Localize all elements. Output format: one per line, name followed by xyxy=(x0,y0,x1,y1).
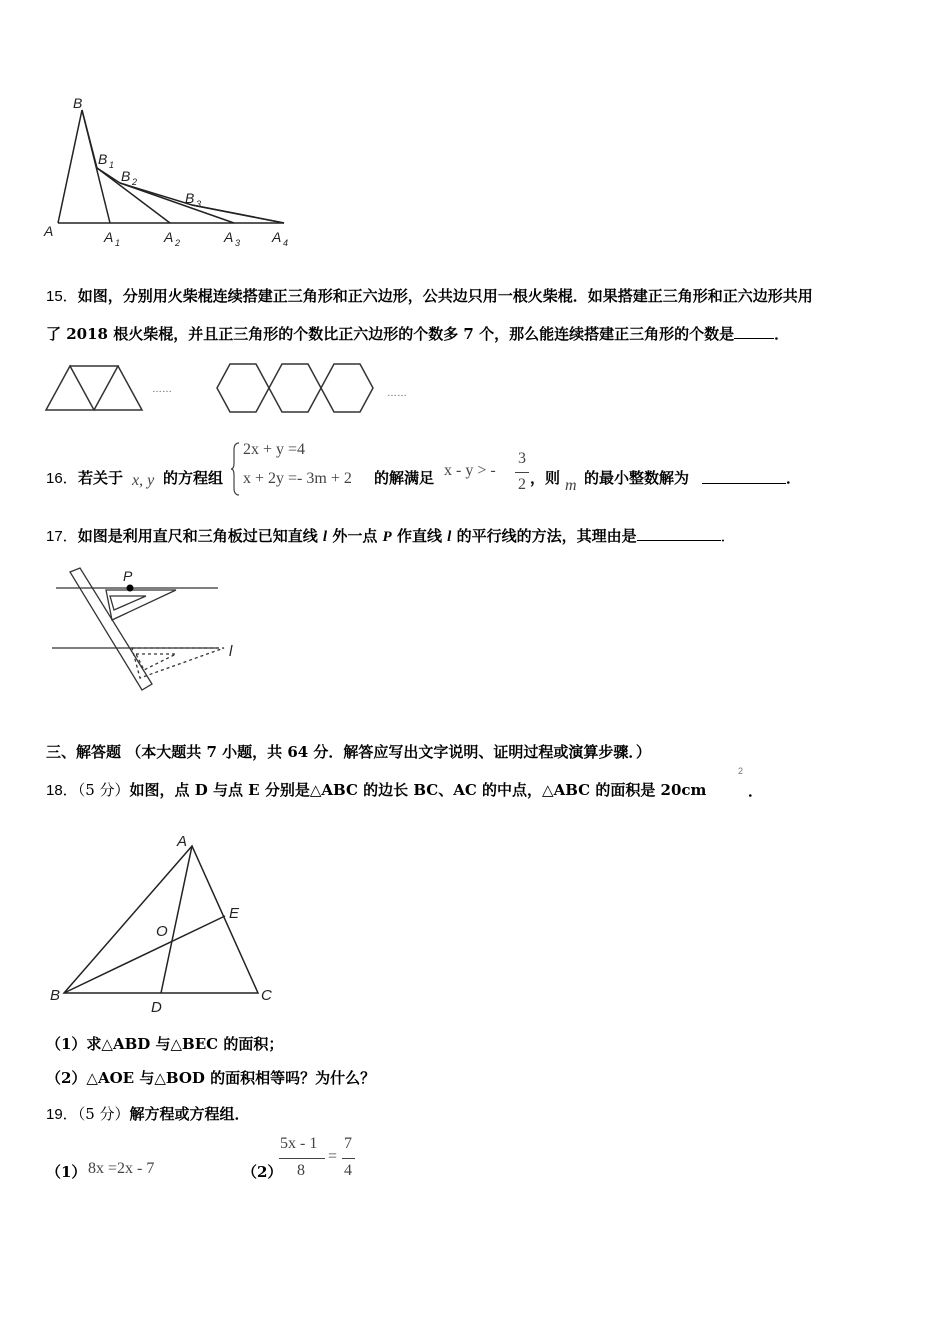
q16-eq1: 2x + y =4 xyxy=(243,441,306,458)
q17-number: 17． xyxy=(46,528,78,545)
q19-p2-den2: 4 xyxy=(344,1162,352,1179)
label-B1: B xyxy=(98,151,108,167)
q16-frac-bar xyxy=(515,472,529,473)
figure-matchstick-shapes xyxy=(40,350,420,422)
label-A4-sub: 4 xyxy=(283,238,289,248)
point-P xyxy=(127,585,134,592)
q16-text5: 的最小整数解为 xyxy=(584,469,690,487)
q18-sub1: （1）求△ABD 与△BEC 的面积； xyxy=(46,1035,284,1053)
q15-text2: 了 2018 根火柴棍，并且正三角形的个数比正六边形的个数多 7 个，那么能连续搭建正三角形的个数是 xyxy=(46,325,735,343)
label-B2: B xyxy=(121,168,131,184)
q17-text-d: 的平行线的方法，其理由是 xyxy=(451,527,637,545)
q19-parts xyxy=(46,1130,446,1190)
q16-inequality: x - y > - xyxy=(444,462,496,479)
q16-answer-blank[interactable] xyxy=(702,469,786,484)
label-P: P xyxy=(123,568,133,584)
q18-text: 如图，点 D 与点 E 分别是△ABC 的边长 BC、AC 的中点，△ABC 的面积是 20cm xyxy=(129,781,707,799)
section3-title: 三、解答题 （本大题共 7 小题，共 64 分．解答应写出文字说明、证明过程或演算步骤．） xyxy=(46,743,651,761)
label-A: A xyxy=(177,833,188,850)
label-B2-sub: 2 xyxy=(132,177,138,187)
q15-answer-blank[interactable] xyxy=(734,324,774,339)
q18-score: （5 分） xyxy=(77,781,130,799)
q15-text1: 如图，分别用火柴棍连续搭建正三角形和正六边形，公共边只用一根火柴棍．如果搭建正三角形和正六边形共用 xyxy=(77,287,813,305)
figure-ruler-triangle xyxy=(46,560,246,700)
label-A1: A xyxy=(104,229,114,245)
q17-end: ． xyxy=(720,527,736,545)
q16-frac-num: 3 xyxy=(518,450,526,467)
q18-end: ． xyxy=(748,782,764,800)
q18-sup: 2 xyxy=(738,766,744,776)
q17-answer-blank[interactable] xyxy=(637,526,721,541)
q16-text3: 的解满足 xyxy=(374,469,435,487)
q15-line2 xyxy=(46,324,789,344)
q17-text-a: 如图是利用直尺和三角板过已知直线 xyxy=(77,527,323,545)
q19-p2-num2: 7 xyxy=(344,1135,352,1152)
q15-number: 15． xyxy=(46,288,78,305)
label-B: B xyxy=(73,95,83,111)
label-A4: A xyxy=(272,229,282,245)
q16-text2: 的方程组 xyxy=(163,469,224,487)
q19-p2-label: （2） xyxy=(242,1163,283,1181)
q15-line1 xyxy=(46,286,813,307)
label-E: E xyxy=(229,905,240,922)
q19-p2-bar1 xyxy=(279,1158,325,1159)
q19-p1-equation: 8x =2x - 7 xyxy=(88,1160,155,1177)
q19-p2-den1: 8 xyxy=(297,1162,305,1179)
label-A3-sub: 3 xyxy=(235,238,241,248)
figure-triangle-abc xyxy=(40,826,290,1016)
q16-text1: 若关于 xyxy=(78,469,124,487)
label-B3: B xyxy=(185,190,195,206)
label-D: D xyxy=(151,999,162,1016)
q16-end: ． xyxy=(786,469,802,487)
q15-end: ． xyxy=(774,325,790,343)
figure-triangles-b-series xyxy=(40,92,310,252)
label-l: l xyxy=(229,643,233,660)
label-O: O xyxy=(156,923,168,940)
label-B: B xyxy=(50,987,61,1004)
q17-l1: l xyxy=(322,529,328,545)
q19-p2-bar2 xyxy=(342,1158,355,1159)
label-A: A xyxy=(44,223,54,239)
q18-line xyxy=(46,780,706,801)
label-B1-sub: 1 xyxy=(109,160,115,170)
q16-number: 16． xyxy=(46,470,78,487)
q17-l2: l xyxy=(447,529,452,545)
q16-frac-den: 2 xyxy=(518,476,526,493)
matchstick-dots-2: …… xyxy=(387,388,407,399)
label-A2: A xyxy=(164,229,174,245)
q16-text4: ，则 xyxy=(530,469,561,487)
q19-p2-equals: = xyxy=(328,1148,338,1165)
q19-line xyxy=(46,1104,250,1125)
q16-eq2: x + 2y =- 3m + 2 xyxy=(243,470,352,487)
label-A1-sub: 1 xyxy=(115,238,121,248)
q17-text-b: 外一点 xyxy=(327,527,383,545)
q17-line xyxy=(46,526,736,547)
q19-p2-num1: 5x - 1 xyxy=(280,1135,318,1152)
q16 xyxy=(46,440,926,500)
q16-m: m xyxy=(565,477,577,494)
q18-number: 18． xyxy=(46,782,78,799)
q17-text-c: 作直线 xyxy=(391,527,448,545)
label-A3: A xyxy=(224,229,234,245)
q17-P: P xyxy=(382,529,392,545)
q19-score: （5 分） xyxy=(77,1105,130,1123)
q16-system-brace xyxy=(231,442,241,496)
q19-text: 解方程或方程组． xyxy=(129,1105,250,1123)
q18-sub2: （2）△AOE 与△BOD 的面积相等吗？为什么？ xyxy=(46,1069,376,1087)
label-C: C xyxy=(261,987,272,1004)
label-A2-sub: 2 xyxy=(175,238,181,248)
q19-p1-label: （1） xyxy=(46,1163,87,1181)
q16-vars: x, y xyxy=(132,472,155,489)
matchstick-dots-1: …… xyxy=(152,384,172,395)
q19-number: 19． xyxy=(46,1106,78,1123)
label-B3-sub: 3 xyxy=(196,199,202,209)
